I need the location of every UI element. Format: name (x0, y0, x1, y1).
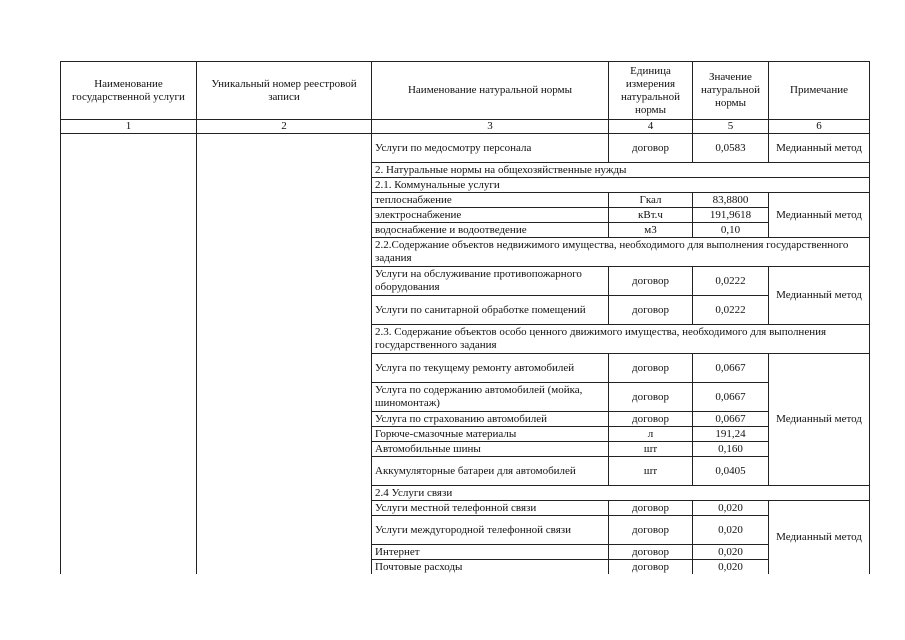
header-registry-number: Уникальный номер реестровой записи (197, 62, 372, 120)
norm-name: Аккумуляторные батареи для автомобилей (372, 457, 609, 486)
section-heading: 2.3. Содержание объектов особо ценного движимого имущества, необходимого для выполнения государственного задания (372, 325, 870, 354)
norm-unit: договор (609, 501, 693, 516)
norm-name: Услуга по содержанию автомобилей (мойка, шиномонтаж) (372, 383, 609, 412)
column-number: 1 (61, 120, 197, 134)
norm-unit: кВт.ч (609, 208, 693, 223)
norm-value: 0,0222 (693, 296, 769, 325)
norm-unit: договор (609, 354, 693, 383)
header-note: Примечание (769, 62, 870, 120)
norm-note: Медианный метод (769, 354, 870, 486)
section-heading: 2.1. Коммунальные услуги (372, 178, 870, 193)
column-number-row (61, 120, 870, 134)
norm-name: Услуги на обслуживание противопожарного оборудования (372, 267, 609, 296)
norm-name: Услуги по санитарной обработке помещений (372, 296, 609, 325)
norm-unit: Гкал (609, 193, 693, 208)
norm-unit: договор (609, 516, 693, 545)
norm-note: Медианный метод (769, 134, 870, 163)
norm-unit: шт (609, 457, 693, 486)
norm-unit: л (609, 427, 693, 442)
norm-value: 191,9618 (693, 208, 769, 223)
column-number: 3 (372, 120, 609, 134)
norm-note: Медианный метод (769, 193, 870, 238)
norm-value: 0,0667 (693, 354, 769, 383)
norm-value: 191,24 (693, 427, 769, 442)
norm-value: 0,0405 (693, 457, 769, 486)
norms-table (60, 61, 870, 574)
norm-unit: договор (609, 545, 693, 560)
norm-name: Услуга по текущему ремонту автомобилей (372, 354, 609, 383)
norm-value: 0,0667 (693, 412, 769, 427)
norm-name: теплоснабжение (372, 193, 609, 208)
norm-name: водоснабжение и водоотведение (372, 223, 609, 238)
header-value: Значение натуральной нормы (693, 62, 769, 120)
section-heading: 2.4 Услуги связи (372, 486, 870, 501)
header-unit: Единица измерения натуральной нормы (609, 62, 693, 120)
norm-name: электроснабжение (372, 208, 609, 223)
norm-name: Горюче-смазочные материалы (372, 427, 609, 442)
norm-value: 0,0583 (693, 134, 769, 163)
norm-unit: договор (609, 383, 693, 412)
norm-name: Интернет (372, 545, 609, 560)
norm-value: 0,10 (693, 223, 769, 238)
norm-value: 0,020 (693, 501, 769, 516)
norm-note: Медианный метод (769, 501, 870, 575)
norm-value: 0,020 (693, 516, 769, 545)
header-norm-name: Наименование натуральной нормы (372, 62, 609, 120)
norm-unit: шт (609, 442, 693, 457)
registry-number-cell (197, 134, 372, 575)
norm-name: Услуга по страхованию автомобилей (372, 412, 609, 427)
norm-value: 83,8800 (693, 193, 769, 208)
norm-unit: м3 (609, 223, 693, 238)
norm-unit: договор (609, 267, 693, 296)
column-number: 4 (609, 120, 693, 134)
section-heading: 2. Натуральные нормы на общехозяйственные нужды (372, 163, 870, 178)
norm-name: Услуги местной телефонной связи (372, 501, 609, 516)
header-service-name: Наименование государственной услуги (61, 62, 197, 120)
norm-value: 0,020 (693, 560, 769, 575)
norm-value: 0,020 (693, 545, 769, 560)
column-number: 5 (693, 120, 769, 134)
norm-unit: договор (609, 134, 693, 163)
norm-unit: договор (609, 560, 693, 575)
table-row (61, 134, 870, 163)
column-number: 2 (197, 120, 372, 134)
header-row (61, 62, 870, 120)
norm-name: Услуги междугородной телефонной связи (372, 516, 609, 545)
norm-value: 0,0222 (693, 267, 769, 296)
norm-name: Автомобильные шины (372, 442, 609, 457)
norm-name: Услуги по медосмотру персонала (372, 134, 609, 163)
service-name-cell (61, 134, 197, 575)
column-number: 6 (769, 120, 870, 134)
norm-note: Медианный метод (769, 267, 870, 325)
norm-unit: договор (609, 296, 693, 325)
norm-unit: договор (609, 412, 693, 427)
norm-value: 0,0667 (693, 383, 769, 412)
section-heading: 2.2.Содержание объектов недвижимого имущества, необходимого для выполнения государственного задания (372, 238, 870, 267)
norm-name: Почтовые расходы (372, 560, 609, 575)
norm-value: 0,160 (693, 442, 769, 457)
